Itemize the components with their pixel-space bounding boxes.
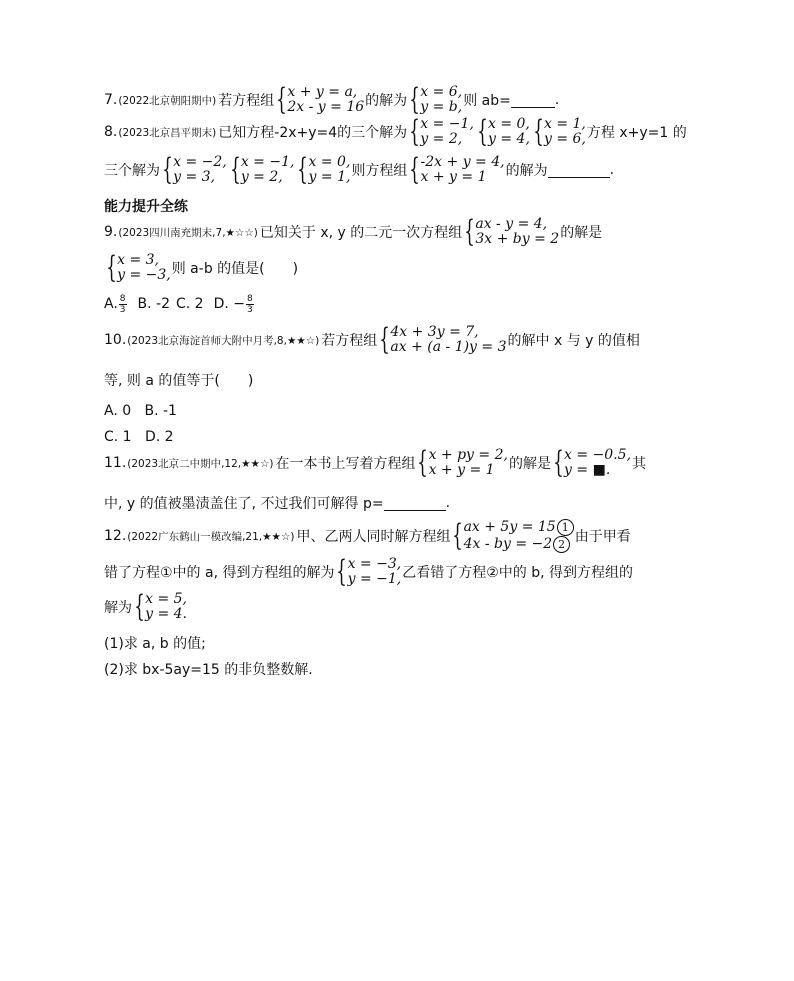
question-text: 的解为 — [505, 163, 548, 179]
equation-row: x + py = 2, — [428, 447, 508, 463]
question-text: 解为 — [104, 600, 132, 616]
solution-system — [552, 445, 632, 480]
left-brace: { — [379, 322, 391, 357]
equation-system — [408, 152, 505, 187]
solution-system — [133, 589, 187, 624]
option-a[interactable]: A. 0 — [104, 403, 132, 419]
question-9-line-1 — [104, 214, 603, 249]
equation-stack — [429, 448, 508, 478]
left-brace: { — [409, 82, 420, 117]
equation-row: 4x + 3y = 7, — [390, 324, 479, 340]
question-11-line-1 — [104, 445, 647, 480]
denominator: 3 — [119, 304, 126, 315]
question-text: 的解为 — [365, 93, 408, 109]
equation-row: x = −3, — [347, 556, 402, 572]
question-number: 12. — [104, 528, 127, 544]
equation-row: -2x + y = 4, — [420, 154, 505, 170]
left-brace: { — [553, 445, 564, 480]
equation-row: y = −3, — [117, 267, 171, 283]
question-9-options — [104, 290, 255, 318]
question-12-line-2 — [104, 554, 634, 589]
solution-system — [105, 250, 171, 285]
equation-row: y = 6, — [544, 131, 586, 147]
denominator: 3 — [247, 304, 253, 315]
equation-row — [464, 536, 574, 553]
equation-stack — [117, 253, 171, 283]
equation-stack — [564, 448, 631, 478]
equation-row: y = 4, — [488, 131, 530, 147]
equation-stack — [348, 557, 402, 587]
circled-number-two: 2 — [553, 536, 570, 553]
question-10-options-row-1 — [104, 403, 177, 419]
left-brace: { — [417, 445, 429, 480]
equation-stack — [464, 519, 574, 553]
question-text: 则 ab= — [463, 93, 511, 109]
solution-system — [408, 114, 474, 149]
equation-row: x + y = a, — [287, 84, 358, 100]
question-text: 其 — [632, 456, 647, 472]
question-text: . — [554, 92, 560, 108]
equation-stack — [488, 117, 530, 147]
question-text: 若方程组 — [218, 93, 275, 109]
question-number: 10. — [104, 332, 127, 348]
option-b[interactable]: B. -2 — [137, 296, 170, 312]
question-text: 的解是 — [560, 225, 603, 241]
equation-row: ax + (a - 1)y = 3 — [390, 339, 507, 355]
equation-stack — [309, 155, 351, 185]
left-brace: { — [477, 114, 488, 149]
option-label: D. − — [213, 296, 245, 312]
solution-system — [532, 114, 586, 149]
equation-stack — [421, 155, 505, 185]
question-text: 的解是 — [508, 456, 551, 472]
question-text: 乙看错了方程②中的 b, 得到方程组的 — [402, 565, 634, 581]
left-brace: { — [409, 152, 421, 187]
question-number: 7. — [104, 92, 118, 108]
equation-row: x + y = 1 — [420, 169, 487, 185]
equation-row: x = 0, — [308, 154, 351, 170]
solution-system — [161, 152, 227, 187]
question-text: . — [445, 495, 451, 511]
question-text: . — [609, 162, 615, 178]
numerator: 8 — [247, 293, 253, 304]
question-number: 8. — [104, 124, 118, 140]
equation-row: x = −2, — [173, 154, 227, 170]
question-12-line-3 — [104, 589, 188, 624]
question-text: 已知方程-2x+y=4的三个解为 — [218, 125, 408, 141]
equation-row: 2x - y = 16 — [287, 99, 365, 115]
equation-system — [378, 322, 507, 357]
question-12-part-2: (2)求 bx-5ay=15 的非负整数解. — [104, 662, 313, 678]
equation-row: x = 1, — [544, 116, 586, 132]
question-source: (2023北京海淀首师大附中月考,8,★★☆) — [127, 334, 320, 347]
equation-row: ax - y = 4, — [475, 216, 548, 232]
option-c[interactable]: C. 1 — [104, 429, 132, 445]
question-text: 三个解为 — [104, 163, 160, 179]
question-9-line-2 — [104, 250, 299, 285]
equation-row: y = 1, — [308, 169, 351, 185]
question-11-line-2 — [104, 489, 450, 517]
fraction — [246, 294, 254, 315]
question-source: (2022广东鹤山一模改编,21,★★☆) — [127, 530, 295, 543]
equation-row: 3x + by = 2 — [475, 231, 560, 247]
question-source: (2023四川南充期末,7,★☆☆) — [118, 226, 258, 239]
fraction — [119, 294, 127, 315]
equation-stack — [475, 217, 559, 247]
question-text: 甲、乙两人同时解方程组 — [296, 529, 451, 545]
equation-system — [416, 445, 508, 480]
question-text: 中, y 的值被墨渍盖住了, 不过我们可解得 p= — [104, 496, 384, 512]
question-7-line — [104, 82, 560, 117]
question-number: 11. — [104, 455, 127, 471]
question-10-line-2: 等, 则 a 的值等于( ) — [104, 373, 254, 389]
solution-system — [296, 152, 351, 187]
answer-blank[interactable] — [384, 496, 446, 511]
left-brace: { — [162, 152, 173, 187]
equation-row: y = ■. — [564, 462, 611, 478]
equation-stack — [241, 155, 295, 185]
question-number: 9. — [104, 224, 118, 240]
equation-row: x = −1, — [240, 154, 295, 170]
question-text: 则 a-b 的值是( ) — [171, 261, 299, 277]
left-brace: { — [106, 250, 117, 285]
question-text: 在一本书上写着方程组 — [275, 456, 416, 472]
question-8-line-2 — [104, 152, 615, 187]
solution-system — [229, 152, 295, 187]
question-12-line-1 — [104, 518, 631, 553]
equation-stack — [390, 325, 506, 355]
answer-blank[interactable] — [548, 163, 610, 178]
left-brace: { — [409, 114, 420, 149]
option-b[interactable]: B. -1 — [144, 403, 177, 419]
equation-system — [275, 82, 365, 117]
left-brace: { — [336, 554, 348, 589]
equation-row: y = 4. — [145, 606, 187, 622]
equation-row: y = b, — [420, 99, 463, 115]
question-12-part-1: (1)求 a, b 的值; — [104, 636, 206, 652]
equation-stack — [544, 117, 586, 147]
circled-number-one: 1 — [557, 519, 574, 536]
question-text: 由于甲看 — [574, 529, 631, 545]
question-10-line-1 — [104, 322, 640, 357]
answer-blank[interactable] — [511, 93, 555, 108]
left-brace: { — [276, 82, 288, 117]
option-d[interactable]: D. 2 — [144, 429, 174, 445]
equation-row: x + y = 1 — [428, 462, 495, 478]
question-text: 则方程组 — [351, 163, 408, 179]
option-label: A. — [104, 296, 118, 312]
equation-row: x = 0, — [488, 116, 530, 132]
question-10-options-row-2 — [104, 429, 174, 445]
left-brace: { — [533, 114, 544, 149]
question-text: 方程 x+y=1 的 — [586, 125, 687, 141]
equation-row: x = −0.5, — [564, 447, 632, 463]
equation-row: y = −1, — [347, 571, 402, 587]
question-source: (2022北京朝阳期中) — [118, 94, 217, 107]
equation-row: y = 2, — [420, 131, 463, 147]
solution-system — [476, 114, 530, 149]
equation-text: 4x - by = −2 — [463, 536, 553, 552]
question-source: (2023北京昌平期末) — [118, 126, 217, 139]
equation-row: x = −1, — [420, 116, 474, 132]
left-brace: { — [452, 518, 464, 553]
question-source: (2023北京二中期中,12,★★☆) — [127, 457, 274, 470]
equation-system — [451, 519, 573, 553]
equation-stack — [173, 155, 227, 185]
section-heading: 能力提升全练 — [104, 199, 188, 215]
numerator: 8 — [119, 293, 126, 304]
equation-row: y = 3, — [173, 169, 215, 185]
equation-row: x = 5, — [145, 591, 187, 607]
equation-stack — [420, 85, 462, 115]
left-brace: { — [297, 152, 309, 187]
left-brace: { — [230, 152, 241, 187]
equation-stack — [145, 592, 187, 622]
solution-system — [335, 554, 402, 589]
question-text: 若方程组 — [321, 333, 378, 349]
equation-row: x = 6, — [420, 84, 463, 100]
option-d[interactable] — [214, 294, 255, 315]
equation-row: x = 3, — [117, 252, 159, 268]
equation-stack — [287, 85, 364, 115]
option-a[interactable] — [104, 294, 128, 315]
left-brace: { — [134, 589, 145, 624]
question-text: 的解中 x 与 y 的值相 — [507, 333, 640, 349]
equation-text: ax + 5y = 15 — [463, 519, 556, 535]
equation-row — [464, 519, 574, 536]
question-text: 错了方程①中的 a, 得到方程组的解为 — [104, 565, 335, 581]
equation-row: y = 2, — [240, 169, 283, 185]
equation-system — [463, 214, 560, 249]
question-8-line-1 — [104, 114, 687, 149]
solution-system — [408, 82, 463, 117]
question-text: 已知关于 x, y 的二元一次方程组 — [259, 225, 463, 241]
equation-stack — [420, 117, 474, 147]
option-c[interactable]: C. 2 — [175, 296, 204, 312]
left-brace: { — [464, 214, 476, 249]
